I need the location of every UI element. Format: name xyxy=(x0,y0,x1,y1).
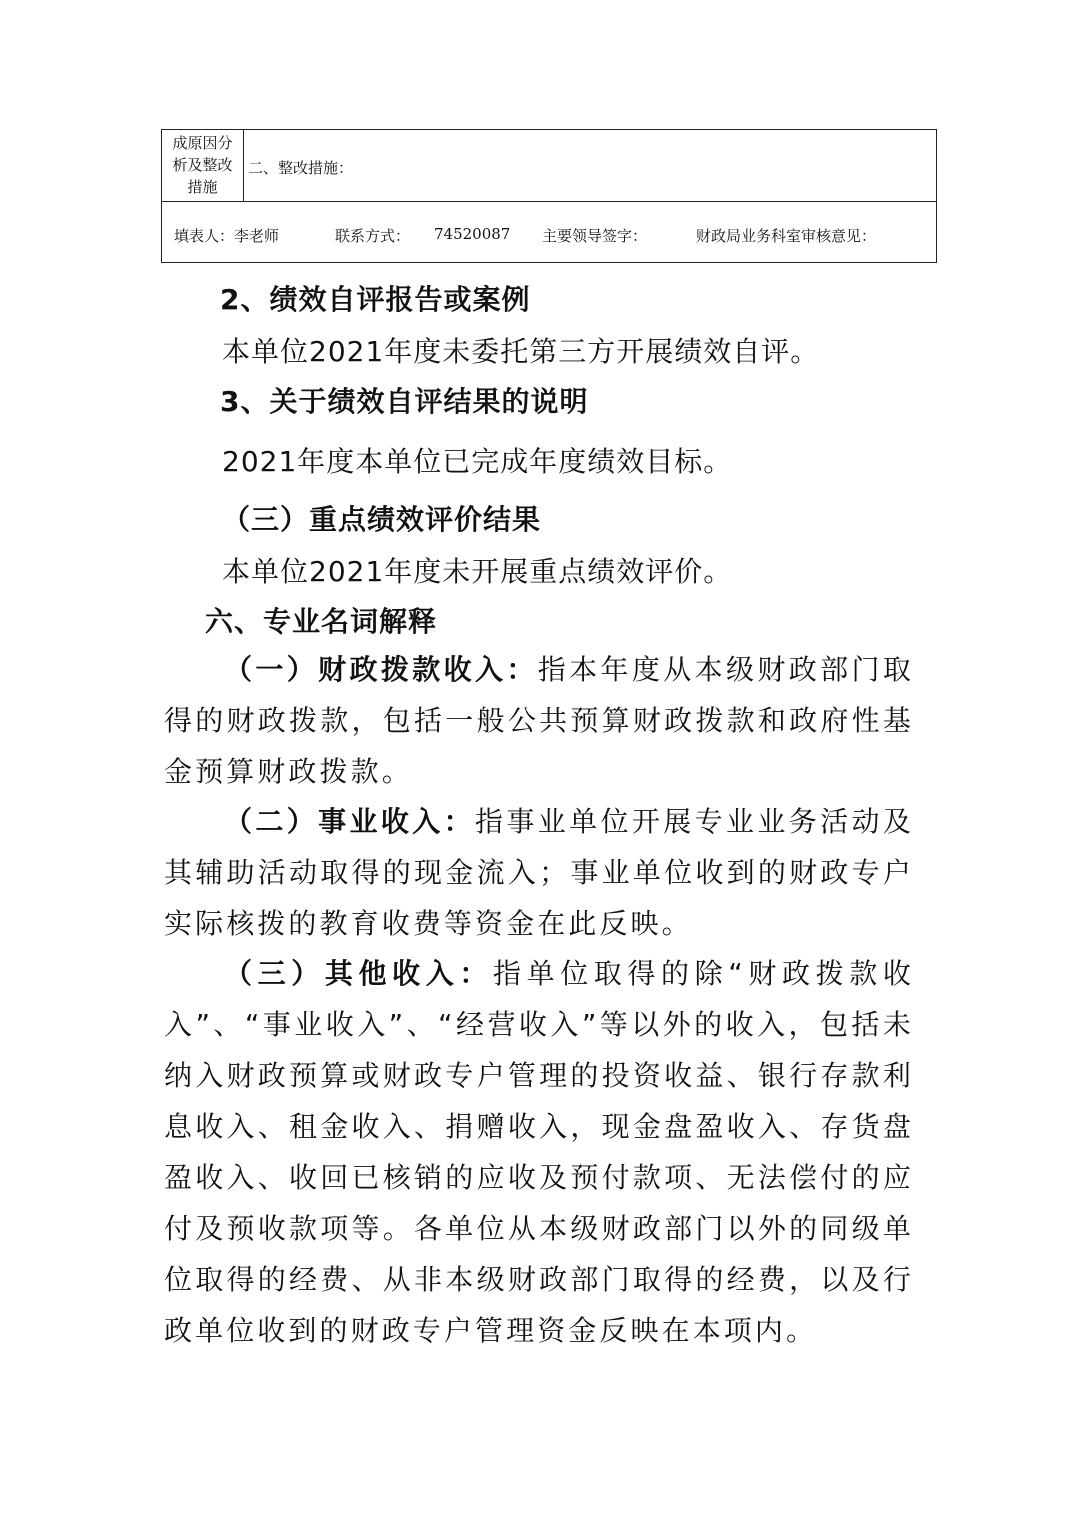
contact-label: 联系方式： xyxy=(335,227,411,245)
term-title: （三）其他收入： xyxy=(224,957,493,990)
term-paragraph xyxy=(164,948,914,1356)
filler-field: 填表人：李老师 xyxy=(174,227,280,245)
contact-value: 74520087 xyxy=(434,225,511,243)
term-definition: 指事业单位开展专业业务活动及其辅助活动取得的现金流入；事业单位收到的财政专户实际核拨的教育收费等资金在此反映。 xyxy=(164,805,914,940)
term-title: （一）财政拨款收入： xyxy=(224,653,538,686)
section-text: 2021年度本单位已完成年度绩效目标。 xyxy=(222,445,733,478)
table-footer-row xyxy=(162,202,936,262)
term-title: （二）事业收入： xyxy=(224,805,476,838)
section-heading-self-evaluation-report: 2、绩效自评报告或案例 xyxy=(220,283,531,316)
term-definition: 指本年度从本级财政部门取得的财政拨款，包括一般公共预算财政拨款和政府性基金预算财政拨款。 xyxy=(164,653,914,788)
term-paragraph xyxy=(164,644,914,797)
section-text: 本单位2021年度未开展重点绩效评价。 xyxy=(222,555,733,588)
evaluation-table xyxy=(161,129,937,263)
term-paragraph xyxy=(164,796,914,949)
section-heading-result-explanation: 3、关于绩效自评结果的说明 xyxy=(220,385,589,418)
section-text: 本单位2021年度未委托第三方开展绩效自评。 xyxy=(222,335,820,368)
review-field: 财政局业务科室审核意见： xyxy=(696,227,877,245)
term-definition: 指单位取得的除“财政拨款收入”、“事业收入”、“经营收入”等以外的收入，包括未纳入财政预算或财政专户管理的投资收益、银行存款利息收入、租金收入、捐赠收入，现金盘盈收入、存货盘盈收入、收回已核销的应收及预付款项、无法偿付的应付及预收款项等。各单位从本级财政部门以外的同级单位取得的经费、从非本级财政部门取得的经费，以及行政单位收到的财政专户管理资金反映在本项内。 xyxy=(164,957,914,1347)
section-heading-key-evaluation: （三）重点绩效评价结果 xyxy=(222,503,542,536)
row-content: 二、整改措施： xyxy=(248,159,354,177)
table-row xyxy=(162,130,936,202)
row-label: 成原因分 析及整改 措施 xyxy=(162,130,244,202)
section-heading-terms: 六、专业名词解释 xyxy=(205,605,438,638)
leader-sign-field: 主要领导签字： xyxy=(542,227,648,245)
